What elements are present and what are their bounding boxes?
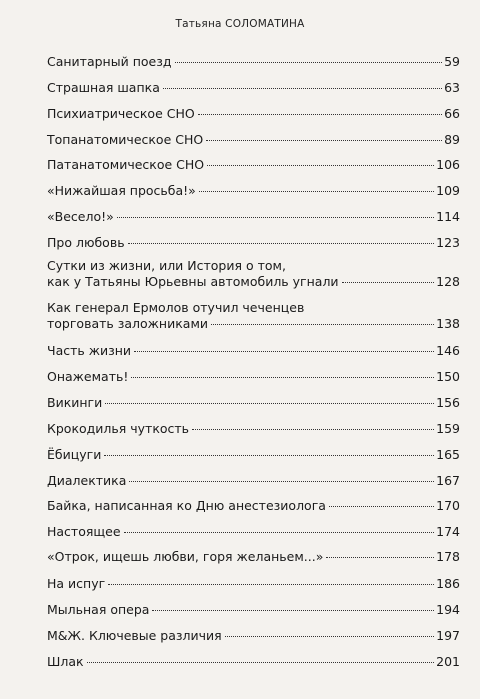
toc-entry-line [47, 274, 460, 290]
toc-entry-page-number: 63 [444, 80, 460, 95]
toc-entry-title: Психиатрическое СНО [47, 106, 195, 121]
toc-entry-title: Онажемать! [47, 369, 129, 384]
toc-entry-title: Настоящее [47, 524, 121, 539]
toc-entry-title: Про любовь [47, 235, 125, 250]
dot-leader [131, 377, 434, 378]
toc-entry-title: Страшная шапка [47, 80, 160, 95]
dot-leader [104, 455, 434, 456]
toc-entry-line [47, 498, 460, 514]
toc-entry-page-number: 174 [436, 524, 460, 539]
toc-entry[interactable] [47, 628, 460, 644]
toc-entry[interactable] [47, 235, 460, 251]
toc-entry[interactable] [47, 395, 460, 411]
toc-entry[interactable] [47, 343, 460, 359]
dot-leader [105, 403, 434, 404]
dot-leader [128, 243, 435, 244]
toc-entry-page-number: 123 [436, 235, 460, 250]
toc-entry-page-number: 66 [444, 106, 460, 121]
toc-entry-title: Санитарный поезд [47, 54, 172, 69]
toc-entry-line [47, 447, 460, 463]
dot-leader [124, 532, 435, 533]
toc-entry-line [47, 54, 460, 70]
toc-entry-line [47, 209, 460, 225]
dot-leader [117, 217, 434, 218]
toc-entry[interactable] [47, 54, 460, 70]
dot-leader [206, 140, 442, 141]
toc-entry-line [47, 602, 460, 618]
toc-entry-title-line1: Сутки из жизни, или История о том, [47, 258, 286, 273]
toc-entry[interactable] [47, 369, 460, 385]
dot-leader [199, 191, 434, 192]
toc-entry[interactable] [47, 498, 460, 514]
dot-leader [192, 429, 434, 430]
toc-entry-page-number: 109 [436, 183, 460, 198]
toc-entry-page-number: 170 [436, 498, 460, 513]
toc-entry-line [47, 80, 460, 96]
toc-entry[interactable] [47, 157, 460, 173]
toc-entry-page-number: 59 [444, 54, 460, 69]
toc-entry-line [47, 369, 460, 385]
dot-leader [129, 481, 434, 482]
toc-entry-line [47, 524, 460, 540]
toc-entry-title: M&Ж. Ключевые различия [47, 628, 222, 643]
dot-leader [134, 351, 434, 352]
toc-entry-title: На испуг [47, 576, 106, 591]
toc-entry-title: «Нижайшая просьба!» [47, 183, 196, 198]
dot-leader [108, 584, 434, 585]
toc-entry-page-number: 128 [436, 274, 460, 289]
running-header: Татьяна СОЛОМАТИНА [175, 18, 305, 30]
toc-entry-line [47, 343, 460, 359]
toc-entry-page-number: 89 [444, 132, 460, 147]
toc-entry-line [47, 157, 460, 173]
toc-entry-title: Диалектика [47, 473, 127, 488]
toc-entry-line [47, 576, 460, 592]
dot-leader [329, 506, 434, 507]
toc-entry[interactable] [47, 209, 460, 225]
dot-leader [198, 114, 442, 115]
toc-entry-line [47, 395, 460, 411]
toc-entry[interactable] [47, 549, 460, 565]
toc-entry-page-number: 156 [436, 395, 460, 410]
toc-entry-page-number: 114 [436, 209, 460, 224]
dot-leader [326, 557, 434, 558]
dot-leader [152, 610, 434, 611]
toc-entry-page-number: 201 [436, 654, 460, 669]
toc-entry-title: Крокодилья чуткость [47, 421, 190, 436]
toc-entry-title-line1: Как генерал Ермолов отучил чеченцев [47, 300, 305, 315]
toc-entry-page-number: 138 [436, 316, 460, 331]
toc-entry[interactable] [47, 447, 460, 463]
dot-leader [225, 636, 434, 637]
dot-leader [207, 165, 434, 166]
toc-entry-line [47, 316, 460, 332]
toc-entry[interactable] [47, 602, 460, 618]
toc-entry-page-number: 159 [436, 421, 460, 436]
toc-entry-page-number: 106 [436, 157, 460, 172]
toc-entry[interactable] [47, 576, 460, 592]
toc-entry-line [47, 628, 460, 644]
toc-entry[interactable] [47, 421, 460, 437]
toc-entry-title: Часть жизни [47, 343, 132, 358]
toc-entry-title: Ёбицуги [47, 447, 102, 462]
toc-entry[interactable] [47, 654, 460, 670]
toc-entry-title: Шлак [47, 654, 84, 669]
toc-entry[interactable] [47, 524, 460, 540]
toc-entry-line [47, 421, 460, 437]
dot-leader [175, 62, 443, 63]
toc-entry-page-number: 146 [436, 343, 460, 358]
toc-entry-line [47, 235, 460, 251]
toc-entry-page-number: 178 [436, 549, 460, 564]
toc-entry-line [47, 106, 460, 122]
dot-leader [342, 282, 435, 283]
dot-leader [211, 324, 434, 325]
toc-entry[interactable] [47, 132, 460, 148]
toc-entry-title: «Отрок, ищешь любви, горя желаньем...» [47, 549, 324, 564]
toc-entry[interactable] [47, 258, 460, 290]
toc-entry[interactable] [47, 106, 460, 122]
toc-entry[interactable] [47, 473, 460, 489]
dot-leader [163, 88, 442, 89]
toc-entry-page-number: 167 [436, 473, 460, 488]
toc-entry-page-number: 165 [436, 447, 460, 462]
toc-entry-title: как у Татьяны Юрьевны автомобиль угнали [47, 274, 339, 289]
toc-entry-title: Викинги [47, 395, 103, 410]
toc-entry-line [47, 654, 460, 670]
toc-entry-title: Байка, написанная ко Дню анестезиолога [47, 498, 326, 513]
toc-entry-page-number: 150 [436, 369, 460, 384]
toc-entry[interactable] [47, 300, 460, 332]
toc-entry[interactable] [47, 80, 460, 96]
toc-entry-page-number: 197 [436, 628, 460, 643]
toc-entry-title: торговать заложниками [47, 316, 208, 331]
toc-entry-title: Патанатомическое СНО [47, 157, 205, 172]
toc-entry-title: «Весело!» [47, 209, 114, 224]
toc-entry-page-number: 186 [436, 576, 460, 591]
toc-entry-line [47, 183, 460, 199]
toc-entry[interactable] [47, 183, 460, 199]
toc-entry-title: Мыльная опера [47, 602, 150, 617]
toc-entry-title: Топанатомическое СНО [47, 132, 204, 147]
toc-entry-line [47, 132, 460, 148]
toc-entry-line [47, 473, 460, 489]
dot-leader [87, 662, 435, 663]
toc-entry-page-number: 194 [436, 602, 460, 617]
toc-entry-line [47, 549, 460, 565]
